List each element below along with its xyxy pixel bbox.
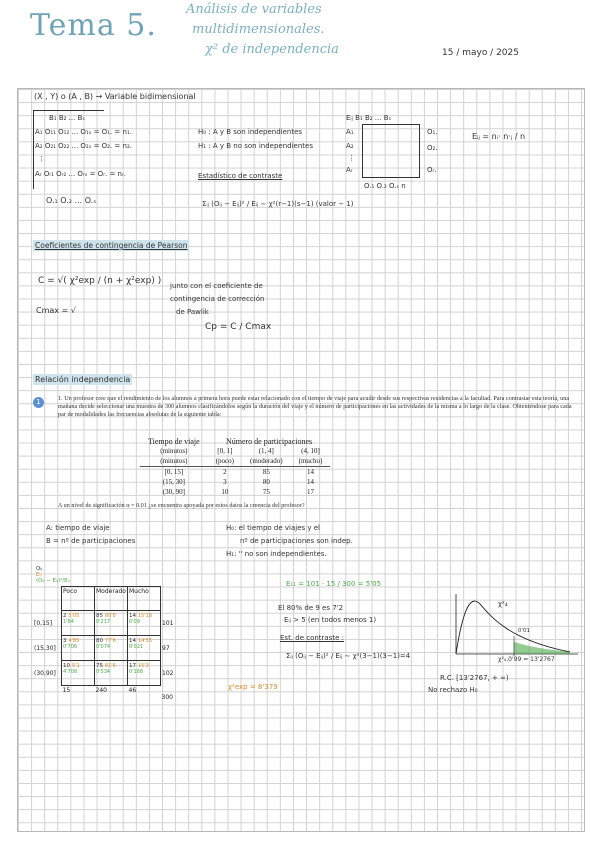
- freq-h3-0: (minutos): [160, 457, 188, 465]
- freq-h1-time: Tiempo de viaje: [148, 436, 200, 446]
- ct-expected: 15'3: [137, 663, 149, 669]
- expected-row-dots: ⋮: [348, 154, 355, 162]
- ct-corner-oij: Oᵢⱼ: [36, 566, 43, 572]
- graph-critical-label: χ²₄,0'99 = 13'2767: [498, 656, 555, 663]
- freq-cell: [0, 15]: [164, 468, 184, 476]
- ct-corner: [36, 566, 70, 584]
- ct-expected: 81'6: [104, 663, 116, 669]
- hyp-h1: H₁: '' no son independientes.: [226, 550, 327, 558]
- ct-expected: 4'85: [68, 638, 80, 644]
- ct-contribution: 0'188: [129, 669, 144, 675]
- freq-cell: 75: [262, 488, 270, 496]
- subtitle-line-3: χ² de independencia: [205, 42, 339, 57]
- ct-contribution: 1'84: [63, 619, 74, 625]
- date: 15 / mayo / 2025: [442, 48, 519, 58]
- ct-col-poco: Poco: [62, 587, 95, 611]
- ct-total-header: [161, 587, 190, 611]
- ct-row-total: 102: [162, 669, 174, 677]
- ct-observed: 75: [96, 663, 103, 669]
- ct-col-total: 15: [62, 687, 71, 694]
- stat-formula: Σᵢⱼ (Oᵢⱼ − Eᵢⱼ)² / Eᵢⱼ ∼ χ²(r−1)(s−1) (valor − 1): [202, 200, 354, 208]
- table-row: [33, 611, 189, 636]
- exercise-number-badge: 1: [33, 397, 44, 408]
- freq-h2-0: (minutos): [160, 447, 188, 455]
- graph-alpha-label: 0'01: [518, 628, 531, 634]
- expected-row-2: A₂: [346, 142, 354, 150]
- ct-expected: 15'18: [137, 613, 153, 619]
- ct-contribution: 0'021: [129, 644, 144, 650]
- note-formula: Σᵢⱼ (Oᵢⱼ − Eᵢⱼ)² / Eᵢⱼ ∼ χ²(3−1)(3−1)=4: [286, 652, 411, 660]
- ct-expected: 5'05: [68, 613, 80, 619]
- pearson-cp-formula: Cp = C / Cmax: [205, 322, 272, 332]
- expected-right-2: O₂.: [427, 144, 438, 152]
- ct-corner-eij: Eᵢⱼ: [36, 572, 42, 578]
- pearson-note-1: junto con el coeficiente de: [170, 282, 263, 290]
- observed-totals: O.₁ O.₂ ... O.ₛ: [46, 196, 97, 205]
- contingency-work-table: [33, 586, 189, 710]
- ct-contribution: 0'09: [129, 619, 140, 625]
- freq-cell: 14: [307, 478, 314, 486]
- page-title: Tema 5.: [30, 8, 157, 43]
- ct-observed: 17: [129, 663, 136, 669]
- ct-grand-total: 300: [161, 694, 173, 701]
- freq-h2-1: [0, 1]: [217, 447, 233, 455]
- hyp-h0-2: nº de participaciones son indep.: [240, 537, 353, 545]
- table-row: [33, 661, 189, 686]
- pearson-c-formula: C = √( χ²exp / (n + χ²exp) ): [38, 276, 162, 286]
- frequency-table: [140, 436, 330, 497]
- hyp-h0-1: H₀: el tiempo de viajes y el: [226, 524, 320, 532]
- freq-h1-part: Número de participaciones: [225, 436, 313, 446]
- note-est-label: Est. de contraste :: [280, 634, 345, 642]
- chi-square-graph: [450, 592, 580, 662]
- freq-cell: 10: [221, 488, 229, 496]
- ct-observed: 80: [96, 638, 103, 644]
- pearson-heading: Coeficientes de contingencia de Pearson: [35, 241, 188, 250]
- table-row: [140, 487, 330, 497]
- freq-h3-3: (mucho): [298, 457, 323, 465]
- pearson-note-2: contingencia de corrección: [170, 295, 265, 303]
- ct-expected: 77'6: [104, 638, 116, 644]
- ct-corner-ratio: (Oᵢⱼ − Eᵢⱼ)²/Eᵢⱼ: [36, 578, 70, 584]
- ct-observed: 2: [63, 613, 67, 619]
- ct-col-moderado: Moderado: [95, 587, 128, 611]
- ct-contribution: 4'708: [63, 669, 78, 675]
- expected-row-r: Aᵣ: [346, 166, 353, 174]
- expected-right-r: Oᵣ.: [427, 166, 437, 174]
- section-title: Relación independencia: [35, 375, 131, 384]
- observed-row-dots: ⋮: [38, 155, 45, 163]
- ct-row-total: 101: [162, 619, 174, 627]
- ct-col-total: 240: [95, 687, 107, 694]
- ct-observed: 3: [63, 638, 67, 644]
- expected-right-1: O₁.: [427, 128, 438, 136]
- ct-expected: 80'8: [104, 613, 116, 619]
- chi-exp-value: χ²exp = 8'379: [228, 683, 278, 691]
- problem-text: 1. Un profesor cree que el rendimiento de los alumnos a primera hora puede estar relacionado con el tiempo de viaje para acudir desde sus respectivas residencias a la facultad. Para contrastar esta teoría, una mañana decide seleccionar una muestra de 300 alumnos clasificándolos según la duración del viaje y el número de participaciones en las actividades de la misma a lo largo de la clase. Obteniéndose para cada par de modalidades las frecuencias absolutas de la siguiente tabla:: [58, 395, 572, 418]
- expected-row-1: A₁: [346, 128, 354, 136]
- ct-cell: [62, 661, 95, 686]
- ct-observed: 14: [129, 638, 136, 644]
- ct-contribution: 0'534: [96, 669, 111, 675]
- graph-density-curve: [456, 601, 570, 654]
- freq-cell: 14: [307, 468, 314, 476]
- freq-cell: 3: [223, 478, 227, 486]
- var-a: A: tiempo de viaje: [46, 524, 110, 532]
- var-b: B = nº de participaciones: [46, 537, 136, 545]
- note-eij: Eᵢⱼ > 5 (en todos menos 1): [284, 616, 377, 624]
- expected-totals: O.₁ O.₂ O.ₛ n: [364, 182, 406, 190]
- freq-h2-3: (4, 10]: [301, 447, 320, 455]
- ct-contribution: 0'074: [96, 644, 111, 650]
- ct-corner-empty: [33, 587, 62, 611]
- ct-col-mucho: Mucho: [128, 587, 161, 611]
- stat-label: Estadístico de contraste: [198, 172, 283, 180]
- ct-cell: [62, 636, 95, 661]
- freq-h3-1: (poco): [215, 457, 234, 465]
- ct-row-label: [0,15]: [34, 619, 53, 627]
- ct-observed: 85: [96, 613, 103, 619]
- subtitle-line-2: multidimensionales.: [192, 22, 325, 37]
- table-row: [140, 477, 330, 487]
- subtitle-line-1: Análisis de variables: [186, 2, 322, 17]
- ct-observed: 10: [63, 663, 70, 669]
- table-row: [140, 467, 330, 478]
- ct-col-total: 46: [128, 687, 137, 694]
- ct-cell: [128, 636, 161, 661]
- freq-h3-2: (moderado): [249, 457, 283, 465]
- observed-cols: B₁ B₂ ... Bₛ: [49, 114, 85, 122]
- expected-table-frame: [362, 124, 420, 178]
- h0-line: H₀ : A y B son independientes: [198, 128, 303, 136]
- ct-row-label: (15,30]: [34, 644, 56, 652]
- ct-cell: [95, 661, 128, 686]
- ct-contribution: 0'706: [63, 644, 78, 650]
- eij-formula: Eᵢⱼ = nᵢ· n·ⱼ / n: [472, 132, 526, 141]
- expected-cols: Eᵢⱼ B₁ B₂ ... Bₛ: [346, 114, 392, 122]
- graph-chi-label: χ²₄: [498, 600, 508, 608]
- question-text: A un nivel de significación α = 0.01 ¿se encuentra apoyada por estos datos la creencia del profesor?: [58, 502, 305, 509]
- ct-expected: 5'1: [71, 663, 80, 669]
- ct-cell: [95, 611, 128, 636]
- ct-cell: [128, 661, 161, 686]
- freq-cell: (30, 90]: [162, 488, 185, 496]
- freq-h2-2: (1, 4]: [258, 447, 274, 455]
- bivariate-heading: (X , Y) o (A , B) → Variable bidimensional: [34, 92, 196, 101]
- pearson-note-3: de Pawlik: [176, 308, 209, 316]
- observed-row-2: A₂ O₂₁ O₂₂ ... O₂ₛ = O₂. = n₂.: [35, 142, 132, 150]
- freq-cell: 80: [262, 478, 270, 486]
- observed-row-r: Aᵣ Oᵣ₁ Oᵣ₂ ... Oᵣₛ = Oᵣ. = nᵣ.: [35, 170, 127, 178]
- ct-row-label: (30,90]: [34, 669, 56, 677]
- ct-row-total: 97: [162, 644, 170, 652]
- freq-cell: (15, 30]: [162, 478, 185, 486]
- ct-observed: 14: [129, 613, 136, 619]
- pearson-cmax: Cmax = √: [36, 306, 76, 315]
- note-80: El 80% de 9 es 7'2: [278, 604, 344, 612]
- note-e11: E₁₁ = 101 · 15 / 300 = 5'05: [286, 580, 382, 588]
- h1-line: H₁ : A y B no son independientes: [198, 142, 313, 150]
- ct-contribution: 0'217: [96, 619, 111, 625]
- ct-expected: 14'55: [137, 638, 153, 644]
- ct-cell: [62, 611, 95, 636]
- freq-cell: 17: [307, 488, 314, 496]
- rejection-region: R.C. [13'2767, + ∞): [440, 674, 509, 682]
- freq-cell: 2: [223, 468, 227, 476]
- observed-row-1: A₁ O₁₁ O₁₂ ... O₁ₛ = O₁. = n₁.: [35, 128, 132, 136]
- conclusion: No rechazo H₀: [428, 686, 478, 694]
- freq-cell: 85: [262, 468, 270, 476]
- ct-cell: [95, 636, 128, 661]
- ct-total-label: [33, 686, 62, 710]
- table-row: [33, 636, 189, 661]
- graph-rejection-area: [514, 642, 570, 654]
- ct-cell: [128, 611, 161, 636]
